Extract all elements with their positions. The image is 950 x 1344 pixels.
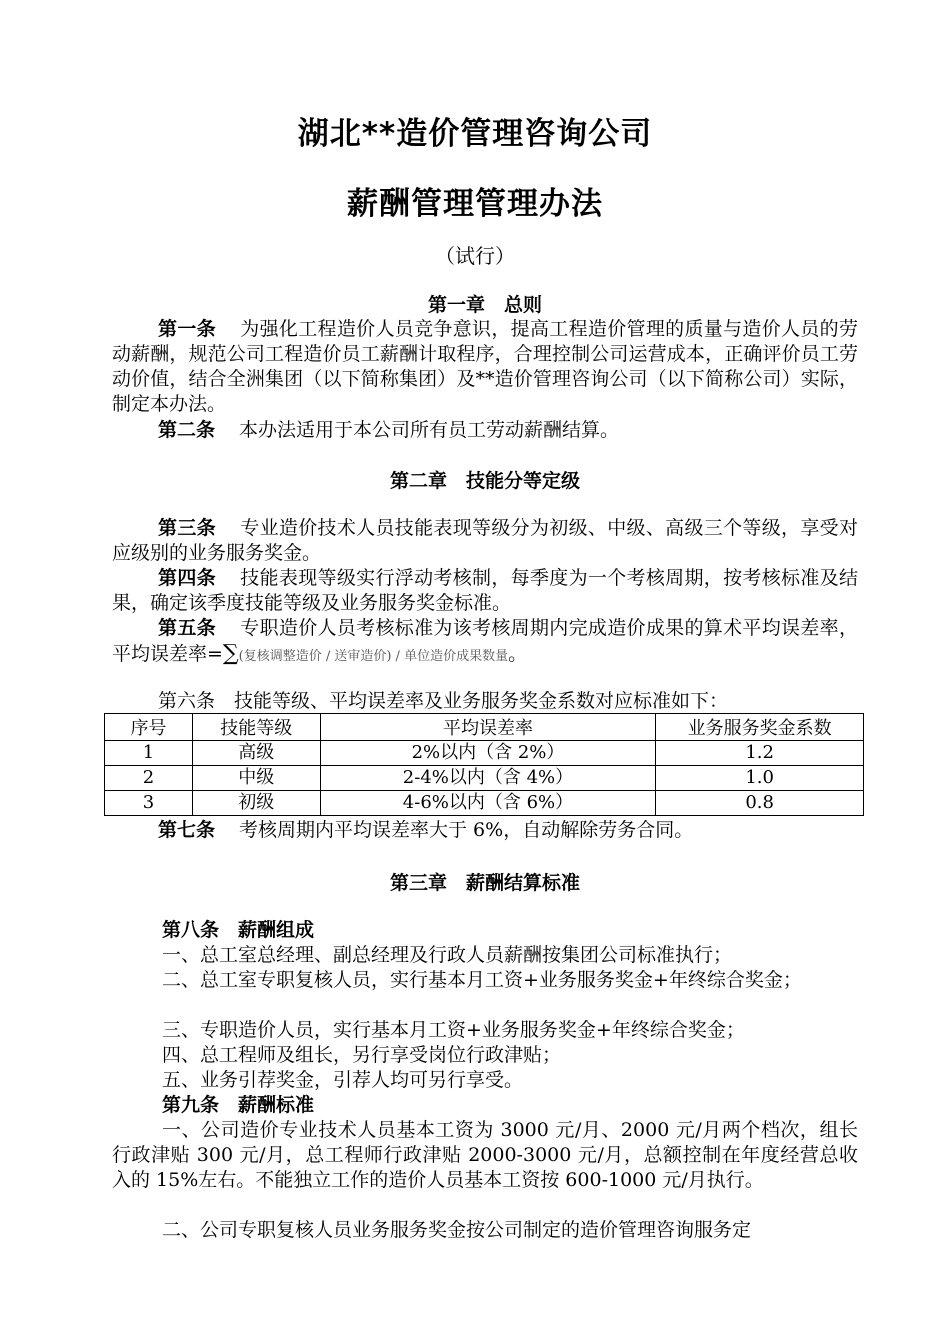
table-cell: 2 [105,766,193,791]
article-6: 第六条 技能等级、平均误差率及业务服务奖金系数对应标准如下： [158,690,729,712]
article-1 [112,317,858,417]
table-cell: 高级 [192,741,320,766]
error-rate-formula: (复核调整造价 / 送审造价) / 单位造价成果数量 [238,649,509,664]
article-3 [112,516,858,566]
table-header: 技能等级 [192,714,320,741]
chapter-1-heading: 第一章 总则 [427,294,542,316]
table-cell: 4-6%以内（含 6%） [320,791,656,816]
grade-standard-table [104,713,864,816]
document-status: （试行） [435,244,515,268]
table-cell: 1.2 [656,741,864,766]
article-5 [112,616,858,669]
article-7-label: 第七条 [158,819,216,841]
list-item: 三、专职造价人员，实行基本月工资+业务服务奖金+年终综合奖金； [162,1019,745,1041]
list-item: 四、总工程师及组长，另行享受岗位行政津贴； [162,1044,562,1066]
table-cell: 初级 [192,791,320,816]
article-4-text: 技能表现等级实行浮动考核制，每季度为一个考核周期，按考核标准及结果，确定该季度技能等级及业务服务奖金标准。 [112,567,858,614]
table-row [105,791,864,816]
table-header: 平均误差率 [320,714,656,741]
table-row [105,766,864,791]
article-9-heading: 第九条 薪酬标准 [162,1094,315,1116]
table-cell: 2%以内（含 2%） [320,741,656,766]
article-2-text: 本办法适用于本公司所有员工劳动薪酬结算。 [239,419,620,441]
table-cell: 2-4%以内（含 4%） [320,766,656,791]
table-header: 序号 [105,714,193,741]
article-2-label: 第二条 [158,419,216,441]
table-header-row [105,714,864,741]
document-title: 薪酬管理管理办法 [347,186,603,222]
article-1-text: 为强化工程造价人员竞争意识，提高工程造价管理的质量与造价人员的劳动薪酬，规范公司工程造价员工薪酬计取程序，合理控制公司运营成本，正确评价员工劳动价值，结合全洲集团（以下简称集团）及**造价管理咨询公司（以下简称公司）实际，制定本办法。 [112,318,858,415]
table-cell: 1.0 [656,766,864,791]
table-row [105,741,864,766]
chapter-2-heading: 第二章 技能分等定级 [389,470,580,492]
article-4 [112,566,858,616]
article-5-label: 第五条 [158,617,216,639]
article-9-paragraph-2: 二、公司专职复核人员业务服务奖金按公司制定的造价管理咨询服务定 [162,1219,752,1241]
table-cell: 0.8 [656,791,864,816]
article-5-text: 专职造价人员考核标准为该考核周期内完成造价成果的算术平均误差率，平均误差率= [112,617,858,665]
table-cell: 中级 [192,766,320,791]
article-9-paragraph-1: 一、公司造价专业技术人员基本工资为 3000 元/月、2000 元/月两个档次，组长行政津贴 300 元/月，总工程师行政津贴 2000-3000 元/月，总额控制在年度经营总收入的 15%左右。不能独立工作的造价人员基本工资按 600-1000 元/月执行。 [112,1119,858,1191]
article-1-label: 第一条 [158,318,216,340]
article-7 [112,818,858,843]
article-2 [112,418,858,443]
article-4-label: 第四条 [158,567,216,589]
list-item: 二、总工室专职复核人员，实行基本月工资+业务服务奖金+年终综合奖金； [162,969,802,991]
table-cell: 3 [105,791,193,816]
table-cell: 1 [105,741,193,766]
article-3-text: 专业造价技术人员技能表现等级分为初级、中级、高级三个等级，享受对应级别的业务服务奖金。 [112,517,858,564]
article-8-heading: 第八条 薪酬组成 [162,919,315,941]
table-header: 业务服务奖金系数 [656,714,864,741]
sigma-symbol: ∑ [222,641,239,666]
list-item: 一、总工室总经理、副总经理及行政人员薪酬按集团公司标准执行； [162,944,733,966]
article-7-text: 考核周期内平均误差率大于 6%，自动解除劳务合同。 [239,819,694,841]
chapter-3-heading: 第三章 薪酬结算标准 [389,872,580,894]
list-item: 五、业务引荐奖金，引荐人均可另行享受。 [162,1069,524,1091]
article-3-label: 第三条 [158,517,216,539]
article-5-end: 。 [508,643,528,665]
company-title: 湖北**造价管理咨询公司 [297,116,653,152]
